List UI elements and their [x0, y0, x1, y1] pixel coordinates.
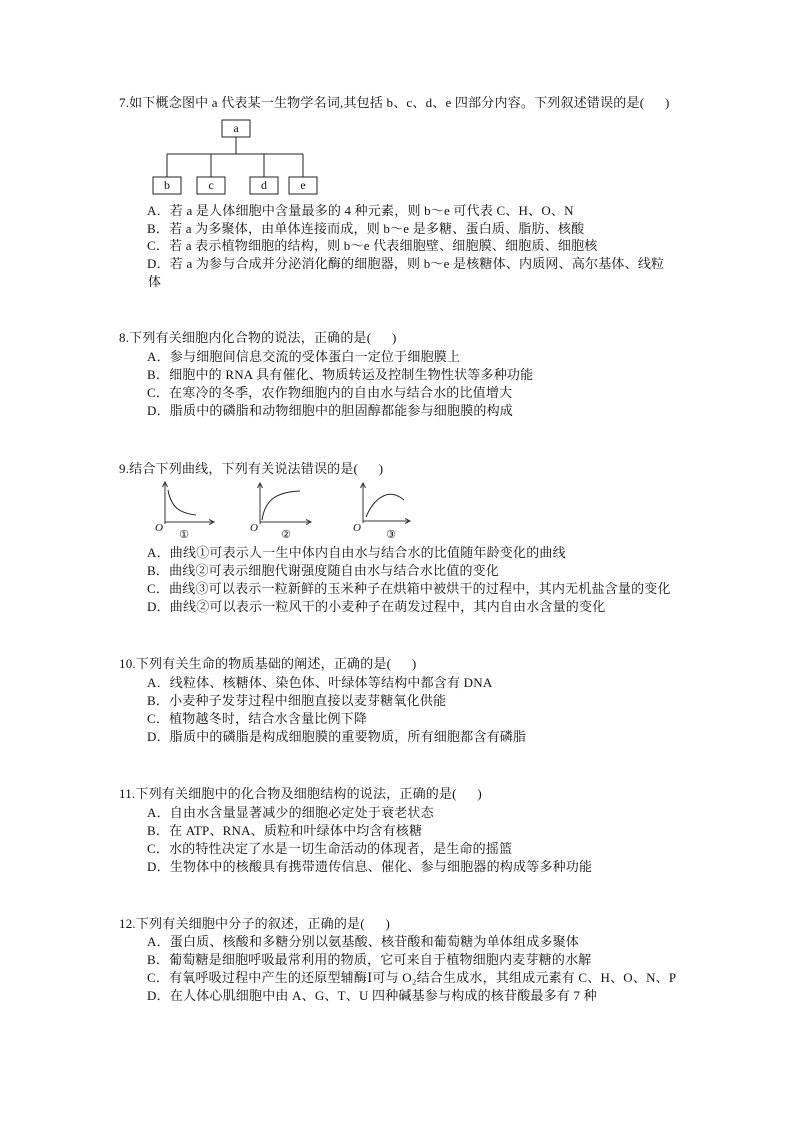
- graph-2-origin: O: [250, 522, 258, 534]
- concept-label-a: a: [233, 121, 239, 135]
- question-8-stem: 8.下列有关细胞内化合物的说法，正确的是( ): [119, 330, 397, 345]
- graph-2-curve: [262, 491, 300, 520]
- question-7-option-b: B．若 a 为多聚体，由单体连接而成，则 b～e 是多糖、蛋白质、脂肪、核酸: [147, 221, 585, 236]
- question-11-option-a: A．自由水含量显著减少的细胞必定处于衰老状态: [147, 805, 434, 820]
- concept-label-b: b: [164, 178, 170, 192]
- question-8-option-a: A．参与细胞间信息交流的受体蛋白一定位于细胞膜上: [147, 349, 461, 364]
- graph-1-label: ①: [179, 529, 189, 541]
- concept-label-c: c: [208, 178, 214, 192]
- question-7-option-c: C．若 a 表示植物细胞的结构，则 b～e 代表细胞壁、细胞膜、细胞质、细胞核: [147, 238, 598, 253]
- concept-map: [153, 120, 317, 194]
- question-8-option-c: C．在寒冷的冬季，农作物细胞内的自由水与结合水的比值增大: [147, 385, 513, 400]
- curve-graph-3: [353, 483, 410, 541]
- question-9-option-a: A．曲线①可表示人一生中体内自由水与结合水的比值随年龄变化的曲线: [147, 545, 566, 560]
- graph-3-label: ③: [386, 529, 396, 541]
- graph-3-origin: O: [353, 522, 361, 534]
- concept-label-d: d: [261, 178, 267, 192]
- question-10-option-b: B．小麦种子发芽过程中细胞直接以麦芽糖氧化供能: [147, 693, 447, 708]
- question-7-option-d-wrap: 体: [148, 274, 162, 289]
- question-11-option-b: B．在 ATP、RNA、质粒和叶绿体中均含有核糖: [147, 823, 423, 838]
- question-9-option-c: C．曲线③可以表示一粒新鲜的玉米种子在烘箱中被烘干的过程中，其内无机盐含量的变化: [147, 581, 671, 596]
- question-10-option-c: C．植物越冬时，结合水含量比例下降: [147, 711, 368, 726]
- question-12-option-c: C．有氧呼吸过程中产生的还原型辅酶Ⅰ可与 O₂结合生成水，其组成元素有 C、H、O、N、P: [147, 970, 677, 985]
- question-7-option-d: D．若 a 为参与合成并分泌消化酶的细胞器，则 b～e 是核糖体、内质网、高尔基体、线粒: [147, 256, 665, 271]
- concept-label-e: e: [300, 178, 306, 192]
- question-12-option-b: B．葡萄糖是细胞呼吸最常利用的物质，它可来自于植物细胞内麦芽糖的水解: [147, 952, 592, 967]
- question-10-stem: 10.下列有关生命的物质基础的阐述，正确的是( ): [119, 656, 417, 671]
- question-9-option-d: D．曲线②可以表示一粒风干的小麦种子在萌发过程中，其内自由水含量的变化: [147, 599, 606, 614]
- question-10-option-a: A．线粒体、核糖体、染色体、叶绿体等结构中都含有 DNA: [147, 675, 493, 690]
- graph-2-label: ②: [281, 529, 291, 541]
- graph-1-curve: [168, 490, 196, 515]
- question-12-option-a: A．蛋白质、核酸和多糖分别以氨基酸、核苷酸和葡萄糖为单体组成多聚体: [147, 934, 579, 949]
- question-10-option-d: D．脂质中的磷脂是构成细胞膜的重要物质，所有细胞都含有磷脂: [147, 729, 527, 744]
- question-8-option-b: B．细胞中的 RNA 具有催化、物质转运及控制生物性状等多种功能: [147, 367, 534, 382]
- question-9-stem: 9.结合下列曲线，下列有关说法错误的是( ): [119, 461, 384, 476]
- question-12-option-d: D．在人体心肌细胞中由 A、G、T、U 四种碱基参与构成的核苷酸最多有 7 种: [147, 988, 597, 1003]
- curve-graph-1: [155, 482, 214, 541]
- question-11-option-d: D．生物体中的核酸具有携带遗传信息、催化、参与细胞器的构成等多种功能: [147, 859, 593, 874]
- question-11-option-c: C．水的特性决定了水是一切生命活动的体现者，是生命的摇篮: [147, 841, 513, 856]
- question-11-stem: 11.下列有关细胞中的化合物及细胞结构的说法，正确的是( ): [119, 786, 482, 801]
- graph-1-origin: O: [155, 522, 163, 534]
- graph-3-curve: [366, 494, 404, 517]
- question-7-option-a: A．若 a 是人体细胞中含量最多的 4 种元素，则 b～e 可代表 C、H、O、N: [147, 203, 574, 218]
- question-7-stem: 7.如下概念图中 a 代表某一生物学名词,其包括 b、c、d、e 四部分内容。下列叙述错误的是( ): [119, 95, 670, 110]
- question-8-option-d: D．脂质中的磷脂和动物细胞中的胆固醇都能参与细胞膜的构成: [147, 403, 513, 418]
- question-12-stem: 12.下列有关细胞中分子的叙述，正确的是( ): [119, 916, 391, 931]
- curve-graph-2: [250, 483, 311, 541]
- question-9-option-b: B．曲线②可表示细胞代谢强度随自由水与结合水比值的变化: [147, 563, 500, 578]
